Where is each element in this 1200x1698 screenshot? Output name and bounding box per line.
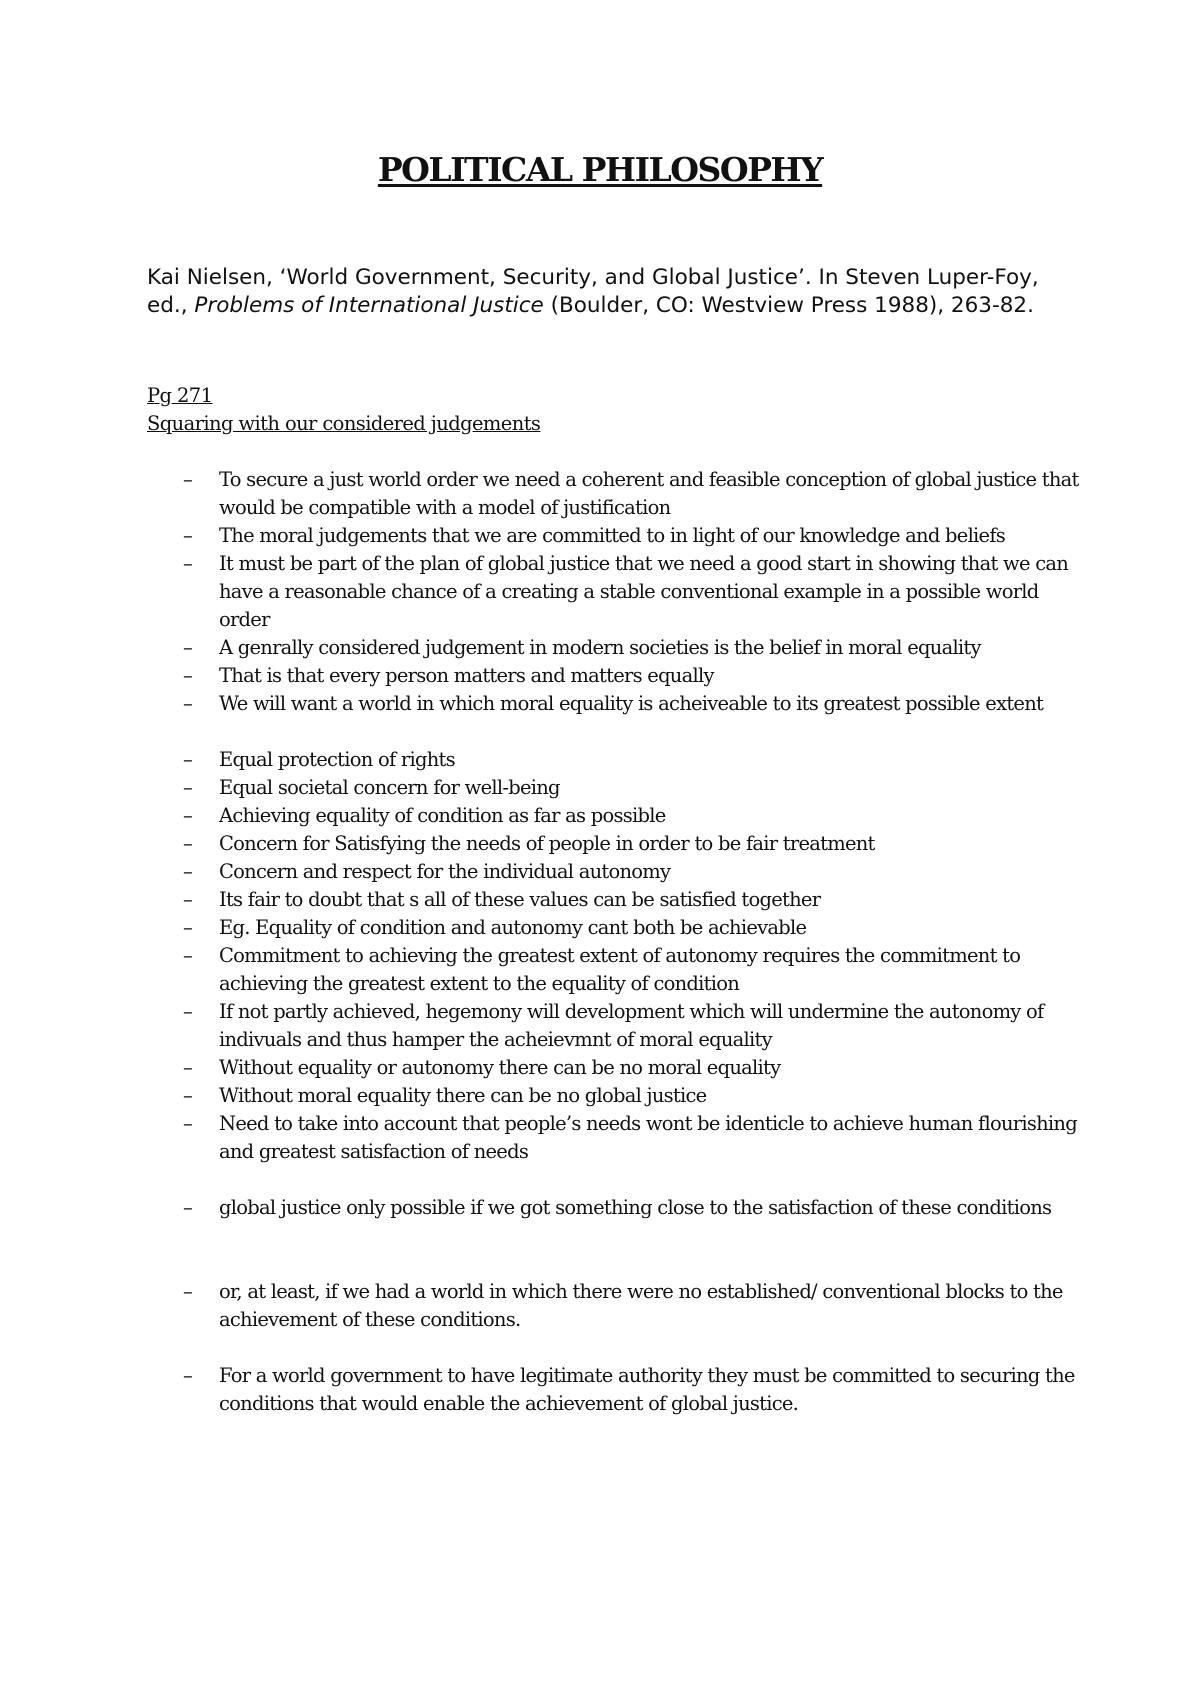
bullet-dash: – xyxy=(183,1000,192,1023)
bullet-text: or, at least, if we had a world in which there were no established/ conventional blocks to the achievement of these conditions. xyxy=(219,1280,1063,1331)
bullet-dash: – xyxy=(183,832,192,855)
document-title: POLITICAL PHILOSOPHY xyxy=(377,150,823,189)
citation-book-title: Problems of International Justice xyxy=(194,293,544,318)
bullet-dash: – xyxy=(183,692,192,715)
bullet-text: Equal societal concern for well-being xyxy=(219,776,560,799)
citation-publication-details: (Boulder, CO: Westview Press 1988), 263-82. xyxy=(543,293,1034,318)
bullet-text: A genrally considered judgement in modern societies is the belief in moral equality xyxy=(219,636,981,659)
bullet-dash: – xyxy=(183,944,192,967)
bullet-dash: – xyxy=(183,804,192,827)
bullet-dash: – xyxy=(183,1056,192,1079)
bullet-dash: – xyxy=(183,888,192,911)
citation xyxy=(147,264,1047,320)
bullet-text: For a world government to have legitimate authority they must be committed to securing the conditions that would enable the achievement of global justice. xyxy=(219,1364,1075,1415)
bullet-dash: – xyxy=(183,916,192,939)
bullet-text: Concern for Satisfying the needs of people in order to be fair treatment xyxy=(219,832,875,855)
bullet-dash: – xyxy=(183,748,192,771)
section-heading: Squaring with our considered judgements xyxy=(147,412,541,435)
bullet-text: Need to take into account that people’s needs wont be identicle to achieve human flourishing and greatest satisfaction of needs xyxy=(219,1112,1077,1163)
bullet-dash: – xyxy=(183,552,192,575)
bullet-text: Eg. Equality of condition and autonomy cant both be achievable xyxy=(219,916,807,939)
page-reference: Pg 271 xyxy=(147,384,213,407)
bullet-dash: – xyxy=(183,1084,192,1107)
bullet-text: The moral judgements that we are committed to in light of our knowledge and beliefs xyxy=(219,524,1006,547)
bullet-text: Without moral equality there can be no global justice xyxy=(219,1084,707,1107)
bullet-dash: – xyxy=(183,468,192,491)
bullet-text: Commitment to achieving the greatest extent of autonomy requires the commitment to achieving the greatest extent to the equality of condition xyxy=(219,944,1021,995)
bullet-dash: – xyxy=(183,1112,192,1135)
bullet-dash: – xyxy=(183,860,192,883)
bullet-text: We will want a world in which moral equality is acheiveable to its greatest possible extent xyxy=(219,692,1044,715)
bullet-text: That is that every person matters and matters equally xyxy=(219,664,714,687)
bullet-text: It must be part of the plan of global justice that we need a good start in showing that we can have a reasonable chance of a creating a stable conventional example in a possible world order xyxy=(219,552,1069,631)
bullet-dash: – xyxy=(183,664,192,687)
bullet-text: Without equality or autonomy there can be no moral equality xyxy=(219,1056,781,1079)
bullet-dash: – xyxy=(183,524,192,547)
bullet-dash: – xyxy=(183,1364,192,1387)
bullet-dash: – xyxy=(183,776,192,799)
bullet-text: Concern and respect for the individual autonomy xyxy=(219,860,671,883)
bullet-text: Equal protection of rights xyxy=(219,748,455,771)
bullet-text: Achieving equality of condition as far as possible xyxy=(219,804,666,827)
citation-author-and-chapter: Kai Nielsen, ‘World Government, Security, and Global Justice’. In Steven Luper-Foy, ed., xyxy=(147,265,1039,318)
bullet-text: To secure a just world order we need a coherent and feasible conception of global justice that would be compatible with a model of justification xyxy=(219,468,1079,519)
bullet-text: Its fair to doubt that s all of these values can be satisfied together xyxy=(219,888,821,911)
bullet-dash: – xyxy=(183,1196,192,1219)
bullet-dash: – xyxy=(183,636,192,659)
bullet-dash: – xyxy=(183,1280,192,1303)
bullet-text: If not partly achieved, hegemony will development which will undermine the autonomy of indivuals and thus hamper the acheievmnt of moral equality xyxy=(219,1000,1044,1051)
bullet-text: global justice only possible if we got something close to the satisfaction of these conditions xyxy=(219,1196,1052,1219)
